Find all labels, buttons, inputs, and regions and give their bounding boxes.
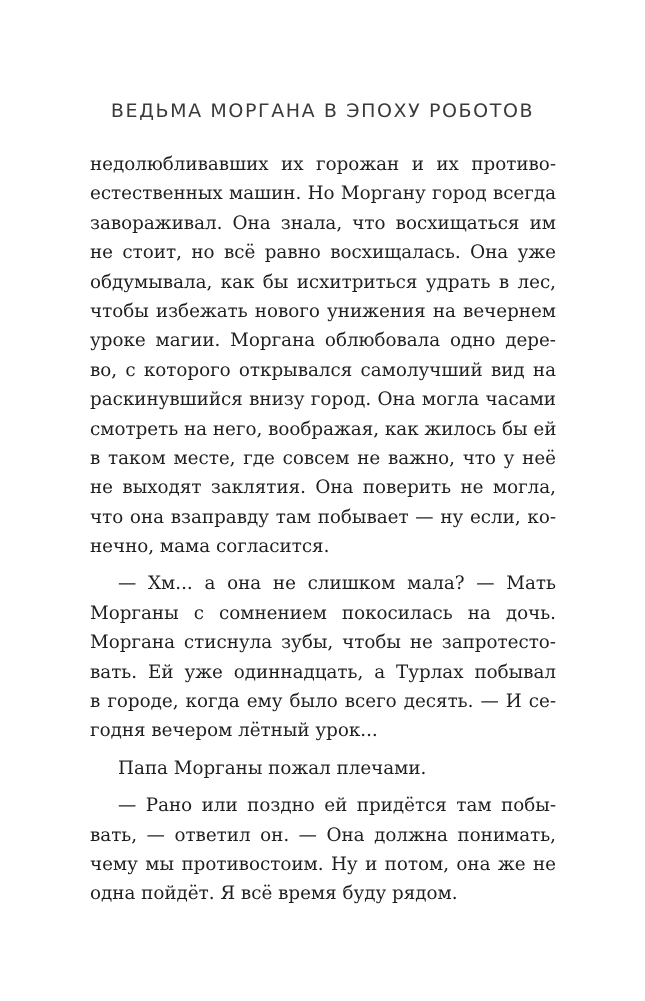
text-line: нечно, мама согласится. xyxy=(90,536,330,558)
text-line: вать. Ей уже одиннадцать, а Турлах побывал xyxy=(90,661,556,683)
text-line: недолюбливавших их горожан и их противо- xyxy=(90,154,556,175)
text-line: естественных машин. Но Моргану город всегда xyxy=(90,183,556,205)
text-line: вать, — ответил он. — Она должна понимать, xyxy=(90,824,556,846)
text-line: чему мы противостоим. Ну и потом, она же не xyxy=(90,853,556,875)
running-head: ВЕДЬМА МОРГАНА В ЭПОХУ РОБОТОВ xyxy=(110,100,535,122)
paragraph-4 xyxy=(90,791,556,909)
text-line: — Хм... а она не слишком мала? — Мать xyxy=(118,573,556,595)
paragraph-2 xyxy=(90,569,556,745)
paragraph-3 xyxy=(90,754,556,783)
text-line: во, с которого открывался самолучший вид на xyxy=(90,359,556,381)
text-line: одна пойдёт. Я всё время буду рядом. xyxy=(90,883,458,905)
paragraph-1 xyxy=(90,150,556,561)
text-line: уроке магии. Моргана облюбовала одно дере- xyxy=(90,330,556,352)
text-line: смотреть на него, воображая, как жилось бы ей xyxy=(90,418,557,440)
text-line: что она взаправду там побывает — ну если, ко- xyxy=(90,506,556,528)
text-line: чтобы избежать нового унижения на вечернем xyxy=(90,300,556,322)
text-line: Папа Морганы пожал плечами. xyxy=(118,757,427,779)
text-line: — Рано или поздно ей придётся там побы- xyxy=(118,795,556,817)
text-line: не стоит, но всё равно восхищалась. Она уже xyxy=(90,242,556,264)
text-line: не выходят заклятия. Она поверить не могла, xyxy=(90,477,556,499)
body-text xyxy=(90,150,556,909)
text-line: завораживал. Она знала, что восхищаться им xyxy=(90,212,556,234)
text-line: в городе, когда ему было всего десять. — И се- xyxy=(90,691,556,713)
text-line: годня вечером лётный урок... xyxy=(90,720,378,742)
text-line: в таком месте, где совсем не важно, что у неё xyxy=(90,447,556,469)
text-line: Морганы с сомнением покосилась на дочь. xyxy=(90,602,556,624)
text-line: Моргана стиснула зубы, чтобы не запротесто- xyxy=(90,632,556,654)
text-line: обдумывала, как бы исхитриться удрать в лес, xyxy=(90,271,556,293)
text-line: раскинувшийся внизу город. Она могла часами xyxy=(90,389,556,411)
